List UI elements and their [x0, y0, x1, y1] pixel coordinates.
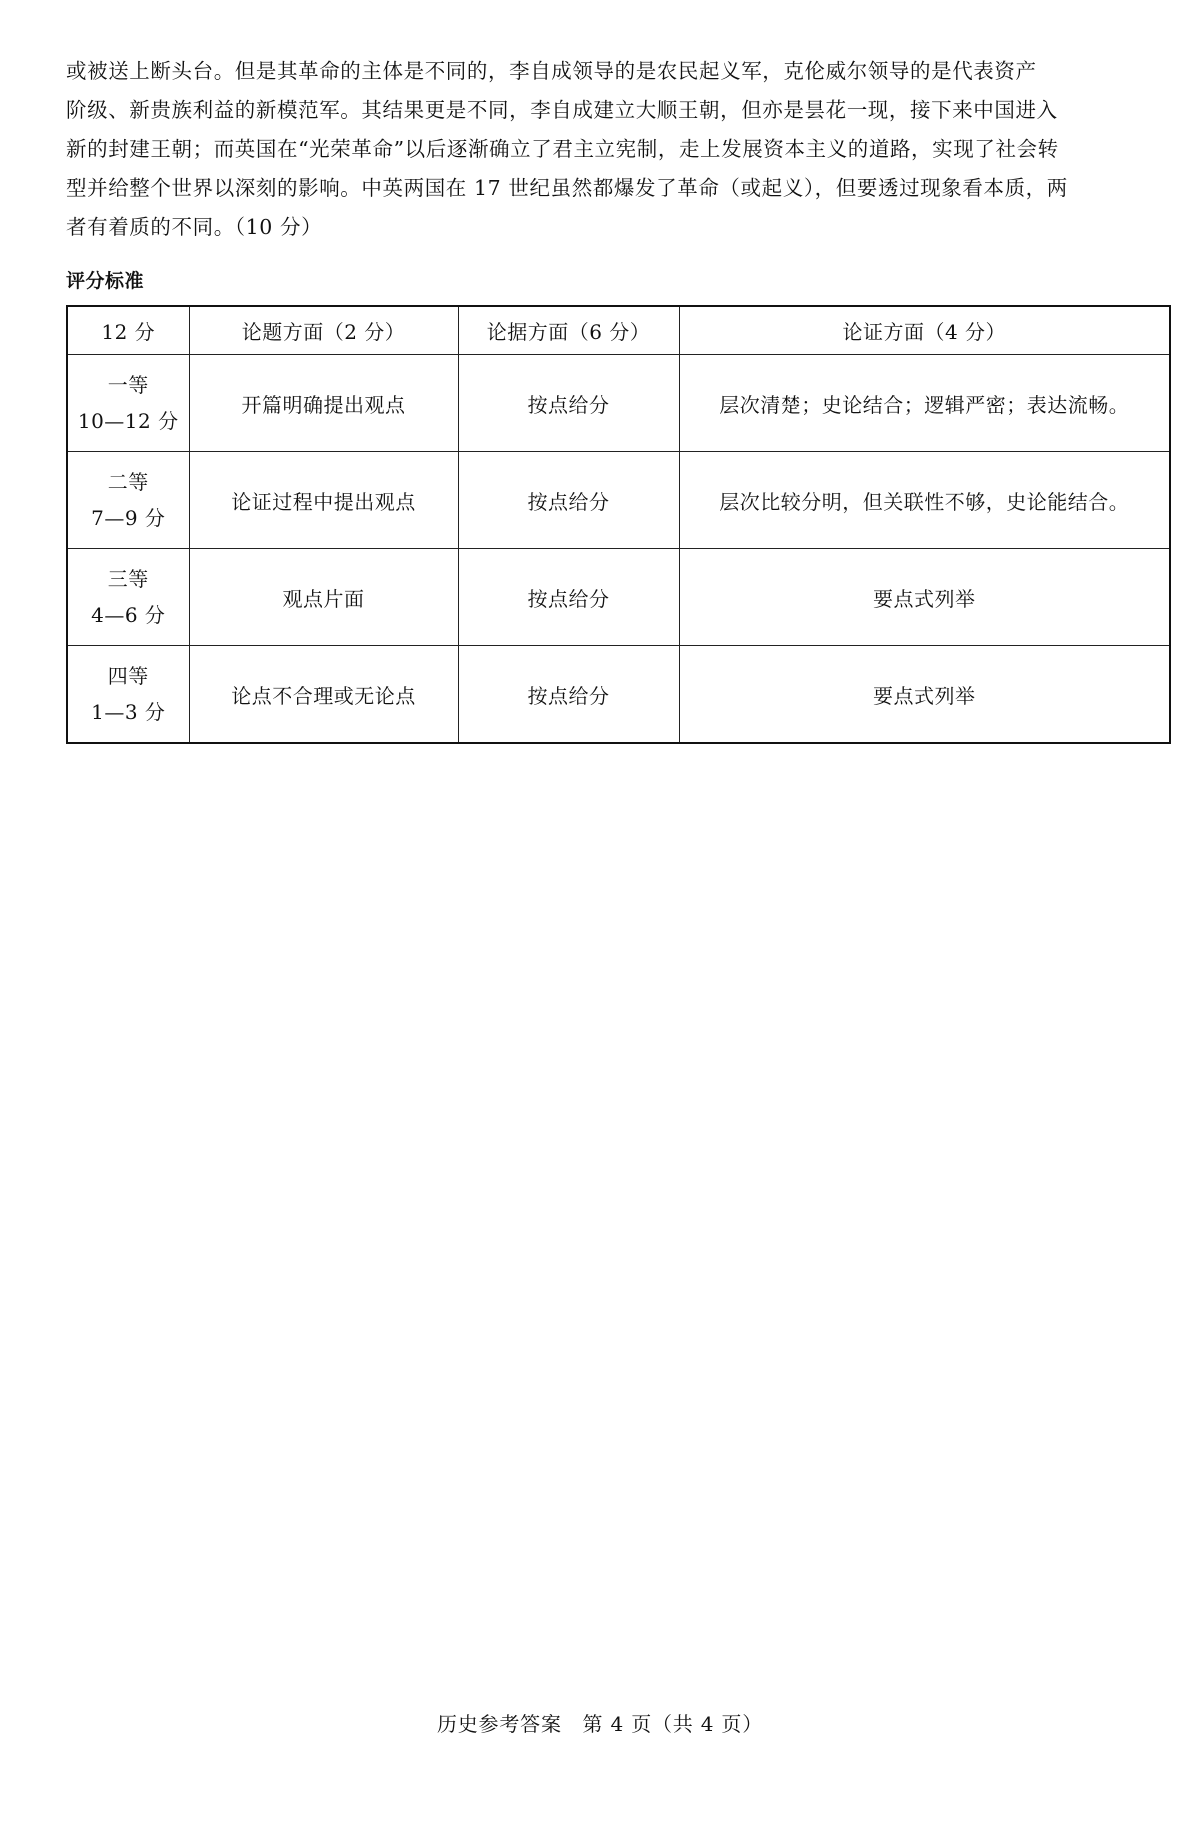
argument-cell: 层次清楚；史论结合；逻辑严密；表达流畅。: [679, 355, 1170, 452]
rubric-table: [66, 305, 1171, 744]
argument-cell: 要点式列举: [679, 549, 1170, 646]
evidence-cell: 按点给分: [458, 355, 679, 452]
paragraph-line: 型并给整个世界以深刻的影响。中英两国在 17 世纪虽然都爆发了革命（或起义），但要透过现象看本质，两: [66, 176, 1068, 200]
header-cell-topic: 论题方面（2 分）: [189, 306, 458, 355]
grade-name: 二等: [107, 470, 149, 494]
table-row: [67, 355, 1170, 452]
topic-cell: 开篇明确提出观点: [189, 355, 458, 452]
evidence-cell: 按点给分: [458, 452, 679, 549]
grade-name: 一等: [107, 373, 149, 397]
grade-cell: [67, 549, 189, 646]
grade-name: 三等: [107, 567, 149, 591]
paragraph-line: 阶级、新贵族利益的新模范军。其结果更是不同，李自成建立大顺王朝，但亦是昙花一现，接下来中国进入: [66, 98, 1058, 122]
argument-cell: 要点式列举: [679, 646, 1170, 744]
grade-cell: [67, 355, 189, 452]
argument-cell: 层次比较分明，但关联性不够，史论能结合。: [679, 452, 1170, 549]
table-header-row: [67, 306, 1170, 355]
header-cell-total: 12 分: [67, 306, 189, 355]
paragraph-line: 或被送上断头台。但是其革命的主体是不同的，李自成领导的是农民起义军，克伦威尔领导的是代表资产: [66, 59, 1037, 83]
evidence-cell: 按点给分: [458, 549, 679, 646]
answer-paragraph: [66, 52, 1166, 247]
evidence-cell: 按点给分: [458, 646, 679, 744]
header-cell-evidence: 论据方面（6 分）: [458, 306, 679, 355]
topic-cell: 论证过程中提出观点: [189, 452, 458, 549]
grade-cell: [67, 646, 189, 744]
header-cell-argument: 论证方面（4 分）: [679, 306, 1170, 355]
paragraph-line: 者有着质的不同。（10 分）: [66, 215, 323, 239]
grade-range: 7—9 分: [91, 506, 166, 530]
topic-cell: 论点不合理或无论点: [189, 646, 458, 744]
table-row: [67, 549, 1170, 646]
grade-cell: [67, 452, 189, 549]
section-heading: 评分标准: [66, 270, 145, 292]
topic-cell: 观点片面: [189, 549, 458, 646]
grade-range: 1—3 分: [91, 700, 166, 724]
table-row: [67, 452, 1170, 549]
page-footer: 历史参考答案 第 4 页（共 4 页）: [436, 1712, 764, 1736]
table-row: [67, 646, 1170, 744]
grade-range: 10—12 分: [77, 409, 179, 433]
paragraph-line: 新的封建王朝；而英国在“光荣革命”以后逐渐确立了君主立宪制，走上发展资本主义的道路，实现了社会转: [66, 137, 1059, 161]
grade-range: 4—6 分: [91, 603, 166, 627]
grade-name: 四等: [107, 664, 149, 688]
